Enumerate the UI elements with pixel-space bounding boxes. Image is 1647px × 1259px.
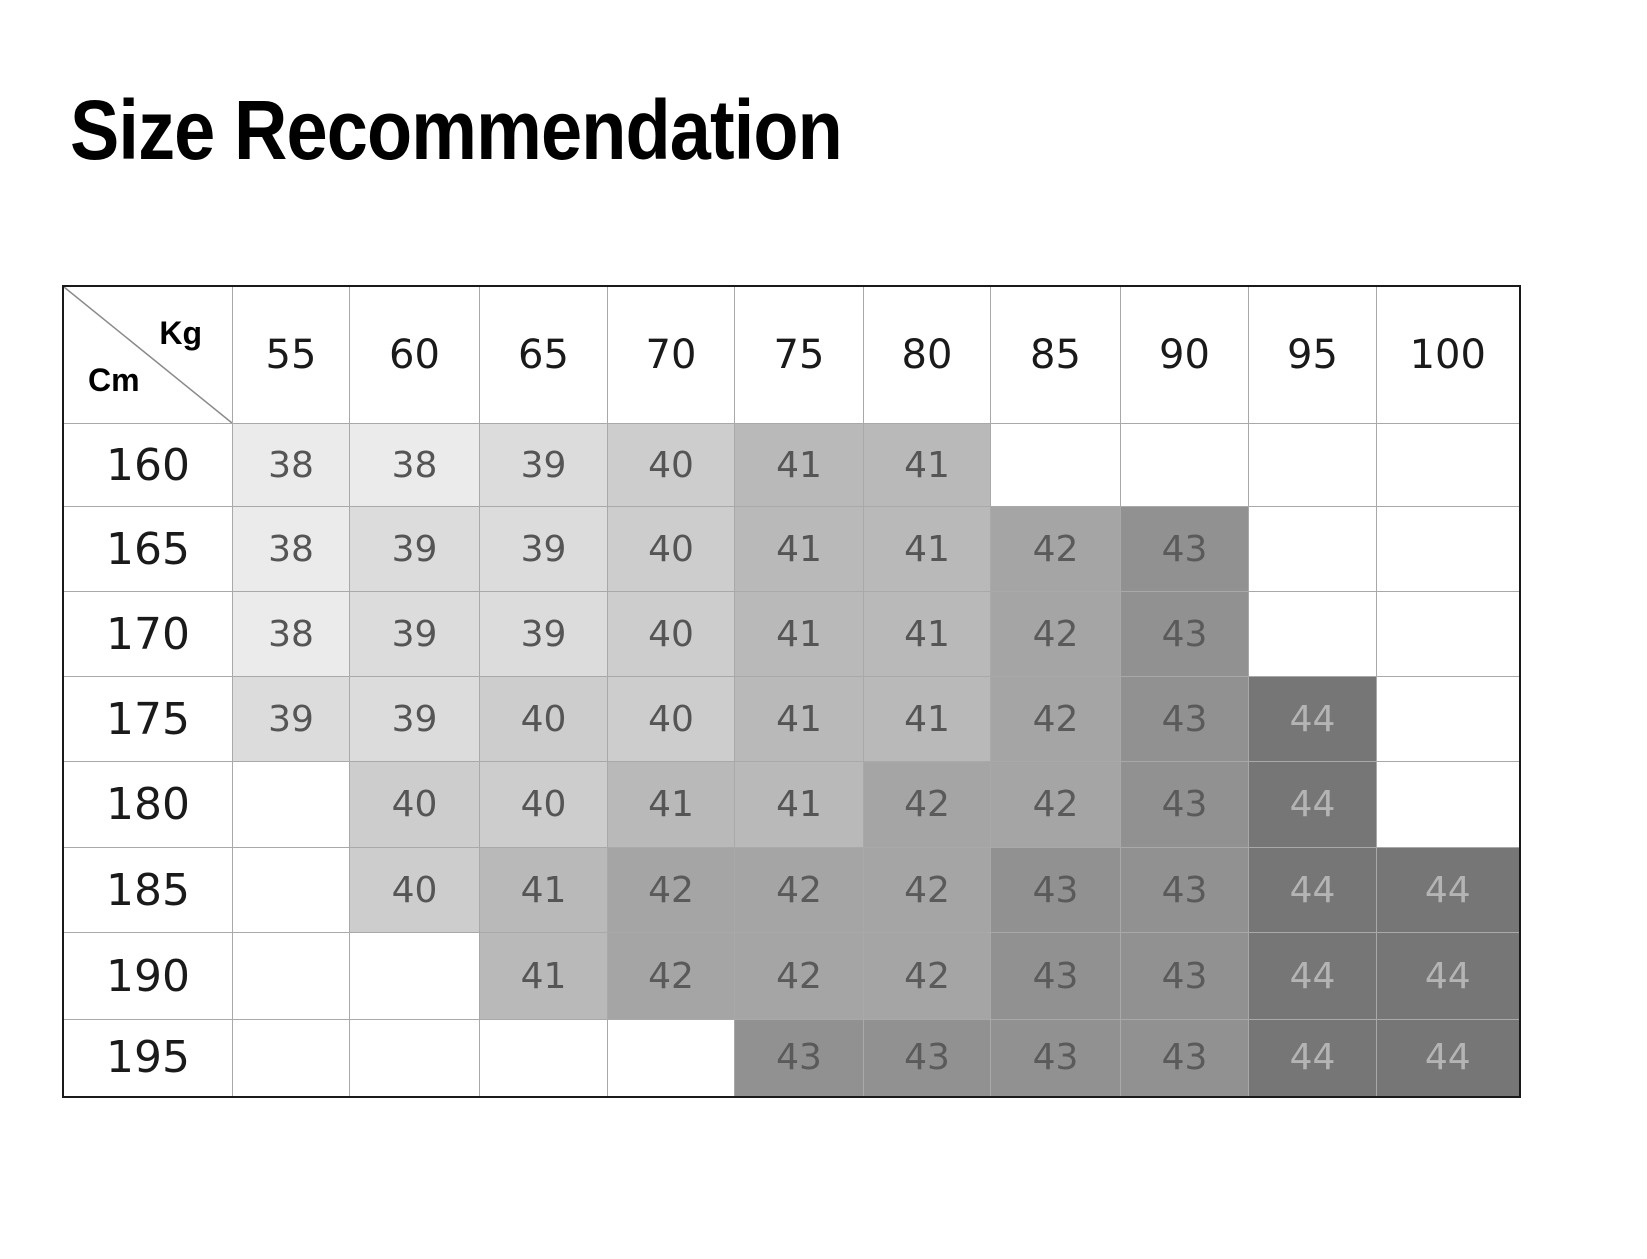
- table-row: [63, 507, 1520, 592]
- size-chart-table: [62, 285, 1521, 1098]
- table-body: [63, 424, 1520, 1097]
- column-header-weight: 65: [480, 286, 608, 424]
- size-cell: 43: [991, 848, 1121, 933]
- column-header-weight: 55: [233, 286, 350, 424]
- size-cell: 42: [864, 848, 991, 933]
- size-cell: 43: [1121, 848, 1249, 933]
- size-cell: 41: [735, 592, 864, 677]
- height-unit-label: Cm: [88, 362, 140, 398]
- size-cell: 44: [1377, 1020, 1520, 1097]
- size-cell: 38: [350, 424, 480, 507]
- column-header-weight: 95: [1249, 286, 1377, 424]
- size-cell: 41: [735, 424, 864, 507]
- size-cell: 40: [608, 592, 735, 677]
- size-cell: 42: [735, 848, 864, 933]
- size-cell: 41: [480, 848, 608, 933]
- size-cell: 43: [1121, 592, 1249, 677]
- corner-cell: [63, 286, 233, 424]
- table-row: [63, 1020, 1520, 1097]
- size-cell: 39: [480, 424, 608, 507]
- size-cell: 43: [1121, 762, 1249, 848]
- empty-cell: [1249, 592, 1377, 677]
- empty-cell: [1249, 507, 1377, 592]
- row-header-height: 190: [63, 933, 233, 1020]
- size-cell: 39: [480, 507, 608, 592]
- size-cell: 43: [991, 933, 1121, 1020]
- empty-cell: [991, 424, 1121, 507]
- size-cell: 41: [864, 424, 991, 507]
- empty-cell: [480, 1020, 608, 1097]
- size-cell: 44: [1377, 933, 1520, 1020]
- table-row: [63, 762, 1520, 848]
- empty-cell: [1249, 424, 1377, 507]
- size-cell: 43: [991, 1020, 1121, 1097]
- size-cell: 40: [480, 677, 608, 762]
- size-cell: 43: [1121, 933, 1249, 1020]
- row-header-height: 180: [63, 762, 233, 848]
- row-header-height: 185: [63, 848, 233, 933]
- empty-cell: [1377, 592, 1520, 677]
- size-cell: 41: [735, 507, 864, 592]
- row-header-height: 160: [63, 424, 233, 507]
- size-cell: 42: [991, 592, 1121, 677]
- size-cell: 39: [480, 592, 608, 677]
- size-cell: 43: [1121, 507, 1249, 592]
- column-header-weight: 70: [608, 286, 735, 424]
- table-row: [63, 424, 1520, 507]
- size-cell: 39: [350, 592, 480, 677]
- size-cell: 42: [864, 933, 991, 1020]
- empty-cell: [1377, 762, 1520, 848]
- size-cell: 39: [233, 677, 350, 762]
- table-row: [63, 933, 1520, 1020]
- size-cell: 42: [991, 677, 1121, 762]
- row-header-height: 195: [63, 1020, 233, 1097]
- size-cell: 42: [735, 933, 864, 1020]
- size-cell: 40: [608, 677, 735, 762]
- size-cell: 42: [608, 933, 735, 1020]
- size-cell: 44: [1249, 848, 1377, 933]
- size-cell: 44: [1377, 848, 1520, 933]
- size-cell: 40: [350, 762, 480, 848]
- size-cell: 38: [233, 592, 350, 677]
- column-header-weight: 100: [1377, 286, 1520, 424]
- table-header-row: [63, 286, 1520, 424]
- empty-cell: [1377, 677, 1520, 762]
- size-cell: 39: [350, 677, 480, 762]
- size-cell: 44: [1249, 1020, 1377, 1097]
- size-cell: 41: [480, 933, 608, 1020]
- diagonal-line: [64, 287, 232, 423]
- size-cell: 42: [864, 762, 991, 848]
- empty-cell: [1377, 507, 1520, 592]
- size-cell: 40: [480, 762, 608, 848]
- weight-unit-label: Kg: [159, 315, 202, 351]
- table-row: [63, 848, 1520, 933]
- size-cell: 42: [991, 762, 1121, 848]
- empty-cell: [608, 1020, 735, 1097]
- size-cell: 44: [1249, 762, 1377, 848]
- table-row: [63, 592, 1520, 677]
- size-cell: 40: [608, 424, 735, 507]
- empty-cell: [233, 848, 350, 933]
- size-cell: 38: [233, 507, 350, 592]
- column-header-weight: 60: [350, 286, 480, 424]
- empty-cell: [1377, 424, 1520, 507]
- size-cell: 41: [735, 762, 864, 848]
- empty-cell: [350, 933, 480, 1020]
- size-cell: 41: [608, 762, 735, 848]
- column-header-weight: 80: [864, 286, 991, 424]
- column-header-weight: 75: [735, 286, 864, 424]
- empty-cell: [233, 933, 350, 1020]
- size-cell: 41: [864, 507, 991, 592]
- size-cell: 43: [735, 1020, 864, 1097]
- column-header-weight: 90: [1121, 286, 1249, 424]
- empty-cell: [1121, 424, 1249, 507]
- empty-cell: [233, 1020, 350, 1097]
- diagonal-divider: [64, 287, 232, 423]
- size-cell: 42: [608, 848, 735, 933]
- size-cell: 40: [608, 507, 735, 592]
- size-cell: 41: [735, 677, 864, 762]
- table-row: [63, 677, 1520, 762]
- size-cell: 43: [1121, 677, 1249, 762]
- empty-cell: [350, 1020, 480, 1097]
- size-cell: 43: [1121, 1020, 1249, 1097]
- column-header-weight: 85: [991, 286, 1121, 424]
- size-cell: 41: [864, 592, 991, 677]
- size-cell: 44: [1249, 933, 1377, 1020]
- empty-cell: [233, 762, 350, 848]
- size-cell: 40: [350, 848, 480, 933]
- row-header-height: 170: [63, 592, 233, 677]
- size-cell: 43: [864, 1020, 991, 1097]
- page-title: Size Recommendation: [70, 83, 842, 177]
- size-cell: 38: [233, 424, 350, 507]
- size-cell: 39: [350, 507, 480, 592]
- size-cell: 41: [864, 677, 991, 762]
- row-header-height: 175: [63, 677, 233, 762]
- row-header-height: 165: [63, 507, 233, 592]
- size-cell: 44: [1249, 677, 1377, 762]
- size-cell: 42: [991, 507, 1121, 592]
